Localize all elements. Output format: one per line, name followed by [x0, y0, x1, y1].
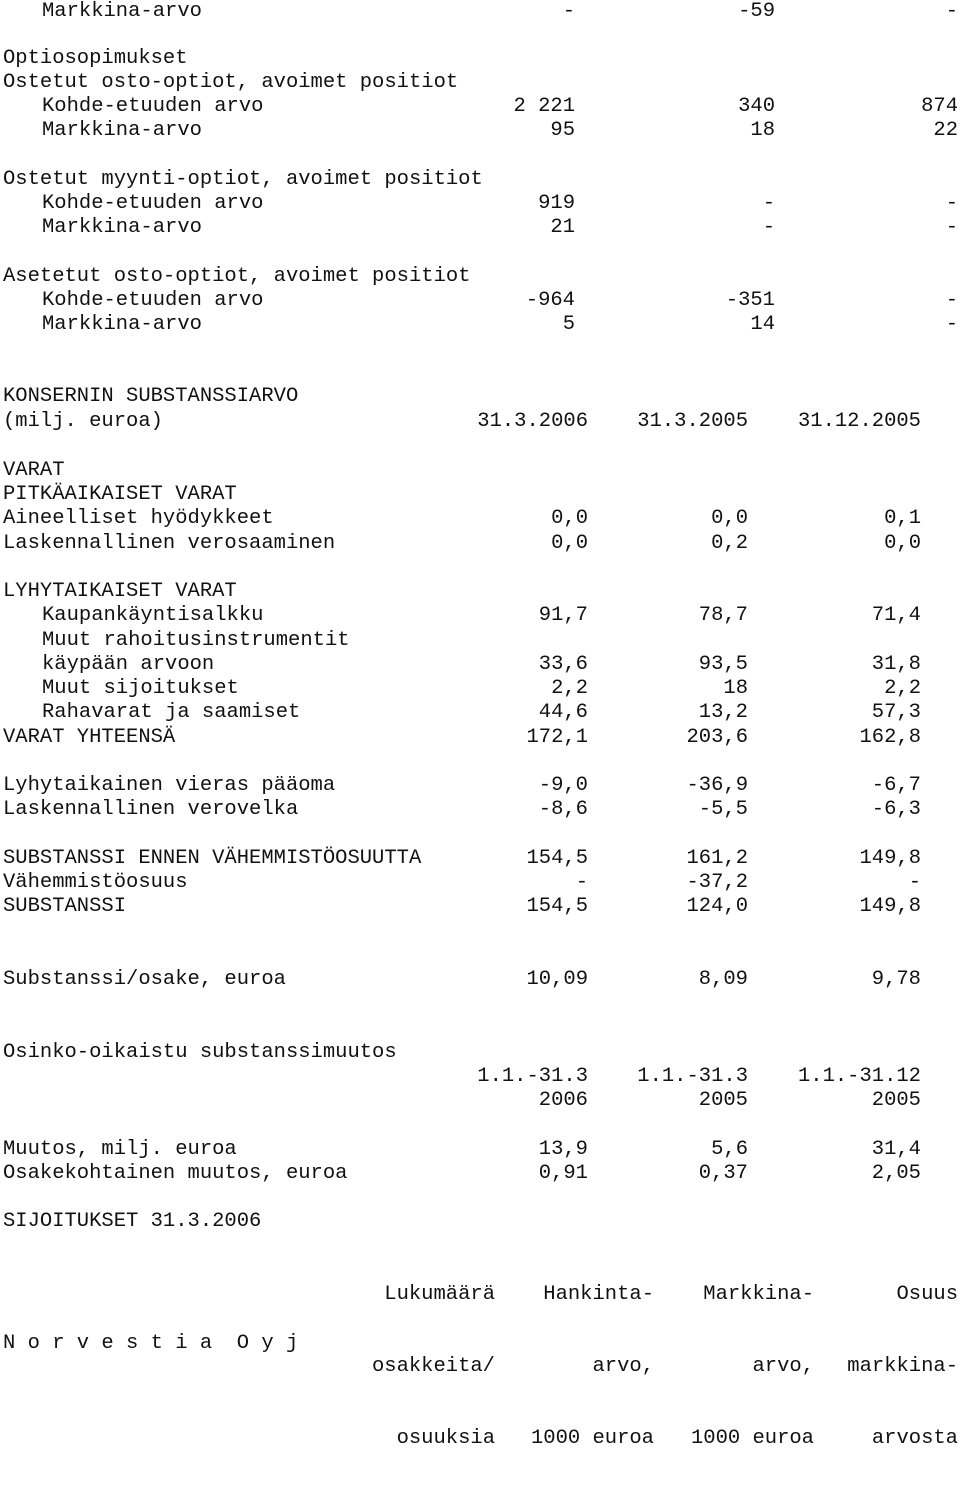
- table-row: [0, 1162, 960, 1186]
- row-label: Markkina-arvo: [42, 313, 202, 336]
- period-3: 1.1.-31.12: [797, 1065, 921, 1088]
- value-3: 71,4: [871, 604, 921, 627]
- value-2: -36,9: [686, 774, 748, 797]
- header-line: arvo,: [752, 1355, 814, 1378]
- value-1: 0,91: [538, 1162, 588, 1185]
- header-hankinta-arvo: [531, 1235, 654, 1499]
- table-row: [0, 774, 960, 798]
- table-row: [0, 532, 960, 556]
- table-row: [0, 847, 960, 871]
- section-title: KONSERNIN SUBSTANSSIARVO: [3, 385, 299, 408]
- table-row: [0, 604, 960, 628]
- value-3: -6,3: [871, 798, 921, 821]
- period-row: [0, 1065, 960, 1089]
- value-3: -: [945, 216, 958, 239]
- group-title-text: Asetetut osto-optiot, avoimet positiot: [3, 265, 471, 288]
- table-row: [0, 507, 960, 531]
- row-label: Kaupankäyntisalkku: [42, 604, 264, 627]
- value-3: 149,8: [859, 895, 921, 918]
- header-line: Markkina-: [703, 1283, 814, 1306]
- header-row: [0, 410, 960, 434]
- value-3: -6,7: [871, 774, 921, 797]
- value-1: -964: [525, 289, 575, 312]
- value-1: -9,0: [538, 774, 588, 797]
- table-row-total: [0, 726, 960, 750]
- row-label: VARAT YHTEENSÄ: [3, 726, 176, 749]
- value-3: 2,05: [871, 1162, 921, 1185]
- header-line: osakkeita/: [371, 1355, 495, 1378]
- header-line: osuuksia: [396, 1427, 495, 1450]
- value-1: 10,09: [526, 968, 588, 991]
- table-row: [0, 677, 960, 701]
- row-label: Markkina-arvo: [42, 119, 202, 142]
- value-3: 162,8: [859, 726, 921, 749]
- header-line: arvosta: [871, 1427, 958, 1450]
- table-row: [0, 95, 960, 119]
- row-label: Lyhytaikainen vieras pääoma: [3, 774, 336, 797]
- value-2: -: [762, 192, 775, 215]
- table-row: [0, 289, 960, 313]
- header-line: Hankinta-: [543, 1283, 654, 1306]
- table-row: [0, 871, 960, 895]
- section-title-options: [0, 47, 960, 71]
- value-1: 2 221: [513, 95, 575, 118]
- date-1: 31.3.2006: [477, 410, 588, 433]
- value-1: 2,2: [551, 677, 588, 700]
- header-line: Lukumäärä: [384, 1283, 495, 1306]
- heading-pitkaaikaiset: [0, 483, 960, 507]
- company-name: N o r v e s t i a O y j: [3, 1332, 299, 1355]
- value-1: -8,6: [538, 798, 588, 821]
- value-2: -: [762, 216, 775, 239]
- table-row: [0, 192, 960, 216]
- value-1: 0,0: [551, 507, 588, 530]
- table-row-total: [0, 895, 960, 919]
- group-title: [0, 168, 960, 192]
- table-row: [0, 653, 960, 677]
- value-3: 22: [933, 119, 958, 142]
- value-2: 203,6: [686, 726, 748, 749]
- year-3: 2005: [871, 1089, 921, 1112]
- value-3: -: [908, 871, 921, 894]
- value-2: 8,09: [698, 968, 748, 991]
- value-2: 93,5: [698, 653, 748, 676]
- value-3: -: [945, 313, 958, 336]
- value-1: 44,6: [538, 701, 588, 724]
- section-title: SIJOITUKSET 31.3.2006: [3, 1210, 262, 1233]
- row-label: Muutos, milj. euroa: [3, 1138, 237, 1161]
- value-1: -: [562, 0, 575, 23]
- row-label: Laskennallinen verovelka: [3, 798, 299, 821]
- heading-varat: [0, 459, 960, 483]
- section-title-nav: [0, 385, 960, 409]
- value-2: 124,0: [686, 895, 748, 918]
- value-2: 78,7: [698, 604, 748, 627]
- value-2: 161,2: [686, 847, 748, 870]
- value-2: -37,2: [686, 871, 748, 894]
- value-1: 21: [550, 216, 575, 239]
- header-markkina-arvo: [691, 1235, 814, 1499]
- value-2: -59: [738, 0, 775, 23]
- table-row: [0, 1138, 960, 1162]
- heading-text: PITKÄAIKAISET VARAT: [3, 483, 237, 506]
- section-title: Optiosopimukset: [3, 47, 188, 70]
- value-1: 5: [562, 313, 575, 336]
- value-3: 57,3: [871, 701, 921, 724]
- row-label: Laskennallinen verosaaminen: [3, 532, 336, 555]
- value-2: 18: [750, 119, 775, 142]
- value-1: 33,6: [538, 653, 588, 676]
- year-row: [0, 1089, 960, 1113]
- row-label: Kohde-etuuden arvo: [42, 289, 264, 312]
- value-3: 0,1: [884, 507, 921, 530]
- table-row: [0, 216, 960, 240]
- table-row: [0, 119, 960, 143]
- value-2: -5,5: [698, 798, 748, 821]
- row-label: Aineelliset hyödykkeet: [3, 507, 274, 530]
- year-1: 2006: [538, 1089, 588, 1112]
- table-row: [0, 968, 960, 992]
- value-3: 0,0: [884, 532, 921, 555]
- header-line: 1000 euroa: [530, 1427, 654, 1450]
- value-2: 18: [723, 677, 748, 700]
- value-3: -: [945, 289, 958, 312]
- group-title: [0, 71, 960, 95]
- value-2: 340: [738, 95, 775, 118]
- table-row: [0, 313, 960, 337]
- header-osuus: [847, 1235, 958, 1499]
- value-1: 13,9: [538, 1138, 588, 1161]
- row-label: Markkina-arvo: [42, 216, 202, 239]
- row-markkina-arvo-top: [0, 0, 960, 24]
- row-label: Substanssi/osake, euroa: [3, 968, 286, 991]
- section-title-dividend: [0, 1041, 960, 1065]
- value-1: -: [575, 871, 588, 894]
- table-row: [0, 798, 960, 822]
- row-label: SUBSTANSSI ENNEN VÄHEMMISTÖOSUUTTA: [3, 847, 422, 870]
- value-1: 91,7: [538, 604, 588, 627]
- header-line: markkina-: [847, 1355, 958, 1378]
- row-label: Osakekohtainen muutos, euroa: [3, 1162, 348, 1185]
- unit-label: (milj. euroa): [3, 410, 163, 433]
- row-label: SUBSTANSSI: [3, 895, 127, 918]
- year-2: 2005: [698, 1089, 748, 1112]
- value-3: -: [945, 192, 958, 215]
- heading-lyhytaikaiset: [0, 580, 960, 604]
- group-title-text: Ostetut myynti-optiot, avoimet positiot: [3, 168, 483, 191]
- row-label: käypään arvoon: [42, 653, 215, 676]
- row-label: Markkina-arvo: [42, 0, 202, 23]
- value-2: 0,0: [711, 507, 748, 530]
- value-3: 2,2: [884, 677, 921, 700]
- value-3: -: [945, 0, 958, 23]
- value-3: 31,8: [871, 653, 921, 676]
- header-lukumaara: [372, 1235, 495, 1499]
- group-title: [0, 265, 960, 289]
- header-line: arvo,: [592, 1355, 654, 1378]
- value-2: 5,6: [711, 1138, 748, 1161]
- header-line: Osuus: [896, 1283, 958, 1306]
- table-row: [0, 701, 960, 725]
- row-label: Vähemmistöosuus: [3, 871, 188, 894]
- value-1: 172,1: [526, 726, 588, 749]
- heading-text: LYHYTAIKAISET VARAT: [3, 580, 237, 603]
- row-label: Muut sijoitukset: [42, 677, 239, 700]
- group-title-text: Ostetut osto-optiot, avoimet positiot: [3, 71, 459, 94]
- row-label: Rahavarat ja saamiset: [42, 701, 301, 724]
- heading-text: VARAT: [3, 459, 65, 482]
- date-2: 31.3.2005: [637, 410, 748, 433]
- section-title: Osinko-oikaistu substanssimuutos: [3, 1041, 397, 1064]
- period-2: 1.1.-31.3: [637, 1065, 748, 1088]
- row-label: Kohde-etuuden arvo: [42, 95, 264, 118]
- value-3: 149,8: [859, 847, 921, 870]
- header-line: 1000 euroa: [690, 1427, 814, 1450]
- date-3: 31.12.2005: [797, 410, 921, 433]
- value-1: 95: [550, 119, 575, 142]
- value-1: 0,0: [551, 532, 588, 555]
- period-1: 1.1.-31.3: [477, 1065, 588, 1088]
- value-3: 874: [921, 95, 958, 118]
- value-2: 0,2: [711, 532, 748, 555]
- value-1: 154,5: [526, 847, 588, 870]
- section-title-investments: [0, 1210, 960, 1234]
- footer-company: [0, 1332, 960, 1356]
- row-label: Muut rahoitusinstrumentit: [42, 629, 350, 652]
- row-label: Kohde-etuuden arvo: [42, 192, 264, 215]
- value-2: -351: [725, 289, 775, 312]
- value-2: 13,2: [698, 701, 748, 724]
- table-row: [0, 629, 960, 653]
- value-1: 154,5: [526, 895, 588, 918]
- value-2: 14: [750, 313, 775, 336]
- value-1: 919: [538, 192, 575, 215]
- value-3: 9,78: [871, 968, 921, 991]
- value-2: 0,37: [698, 1162, 748, 1185]
- value-3: 31,4: [871, 1138, 921, 1161]
